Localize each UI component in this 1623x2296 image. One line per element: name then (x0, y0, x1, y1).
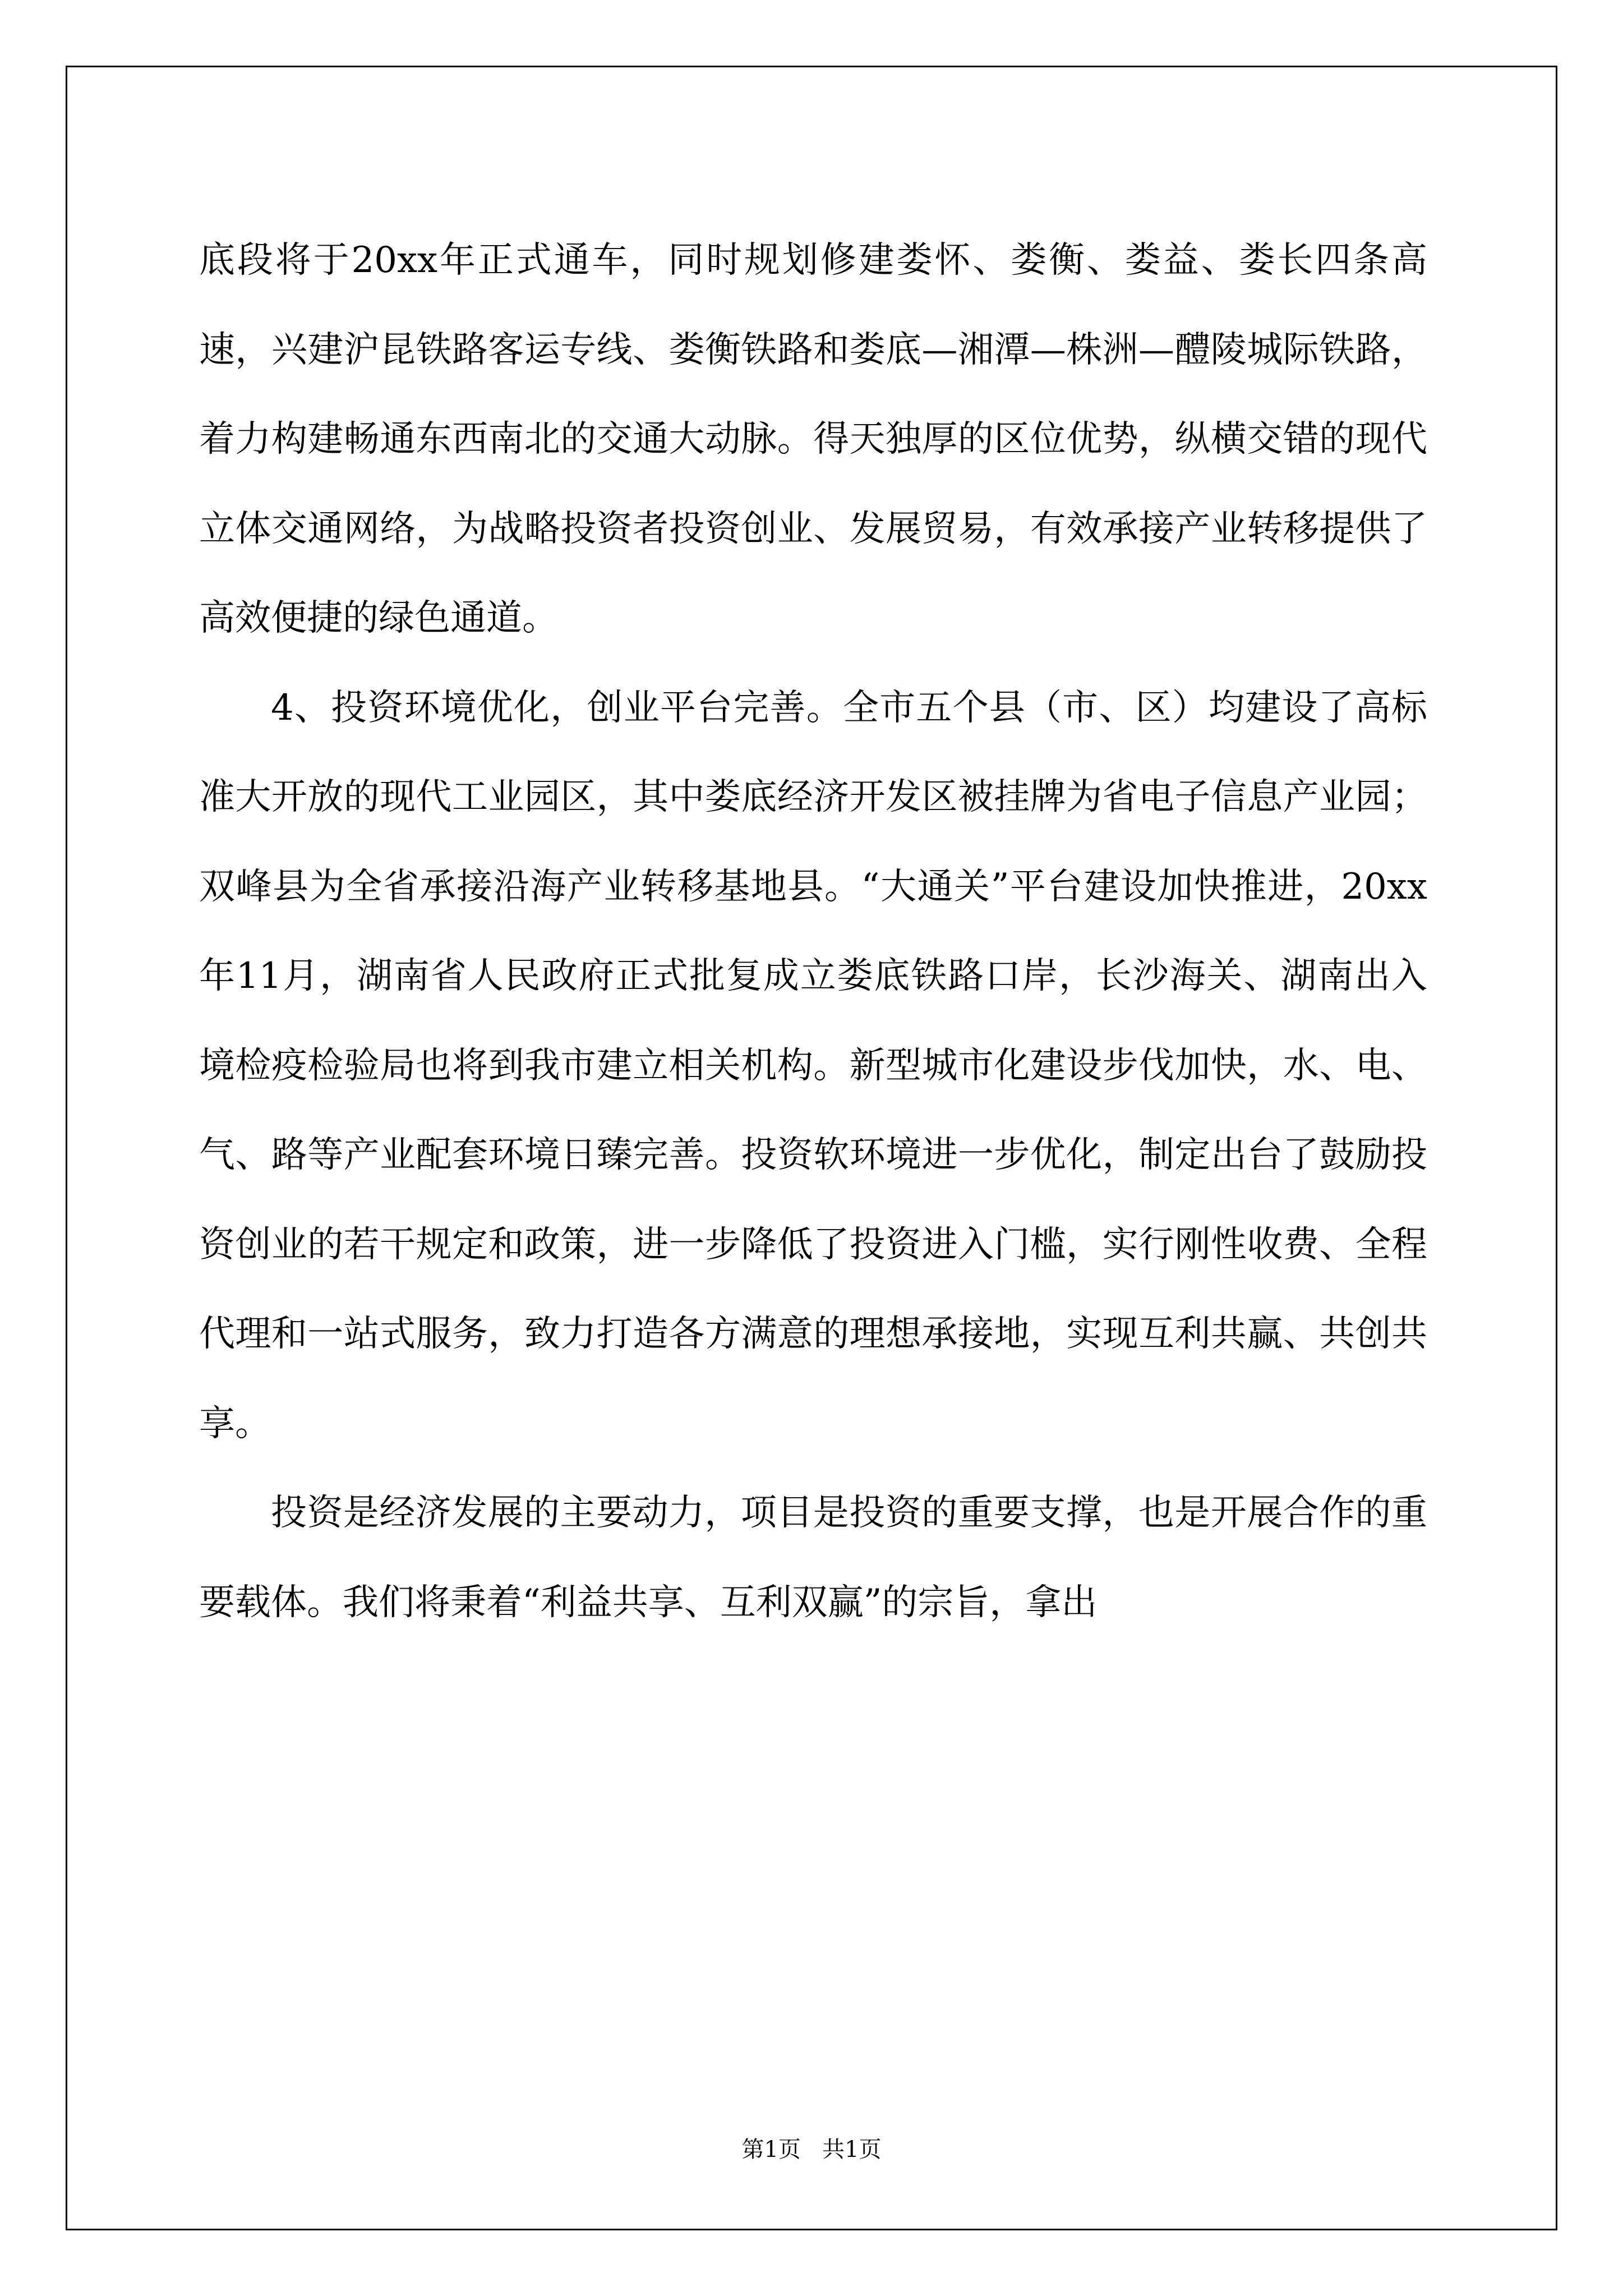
page-number-footer: 第1页 共1页 (741, 2137, 882, 2162)
document-body (199, 216, 1427, 1648)
paragraph-continuation: 底段将于20xx年正式通车，同时规划修建娄怀、娄衡、娄益、娄长四条高速，兴建沪昆铁路客运专线、娄衡铁路和娄底—湘潭—株洲—醴陵城际铁路，着力构建畅通东西南北的交通大动脉。得天独厚的区位优势，纵横交错的现代立体交通网络，为战略投资者投资创业、发展贸易，有效承接产业转移提供了高效便捷的绿色通道。 (199, 240, 1427, 639)
paragraph-investment-projects: 投资是经济发展的主要动力，项目是投资的重要支撑，也是开展合作的重要载体。我们将秉着“利益共享、互利双赢”的宗旨，拿出 (199, 1492, 1427, 1623)
paragraph-investment-environment: 4、投资环境优化，创业平台完善。全市五个县（市、区）均建设了高标准大开放的现代工业园区，其中娄底经济开发区被挂牌为省电子信息产业园；双峰县为全省承接沿海产业转移基地县。“大通关”平台建设加快推进，20xx年11月，湖南省人民政府正式批复成立娄底铁路口岸，长沙海关、湖南出入境检疫检验局也将到我市建立相关机构。新型城市化建设步伐加快，水、电、气、路等产业配套环境日臻完善。投资软环境进一步优化，制定出台了鼓励投资创业的若干规定和政策，进一步降低了投资进入门槛，实行刚性收费、全程代理和一站式服务，致力打造各方满意的理想承接地，实现互利共赢、共创共享。 (199, 687, 1427, 1444)
